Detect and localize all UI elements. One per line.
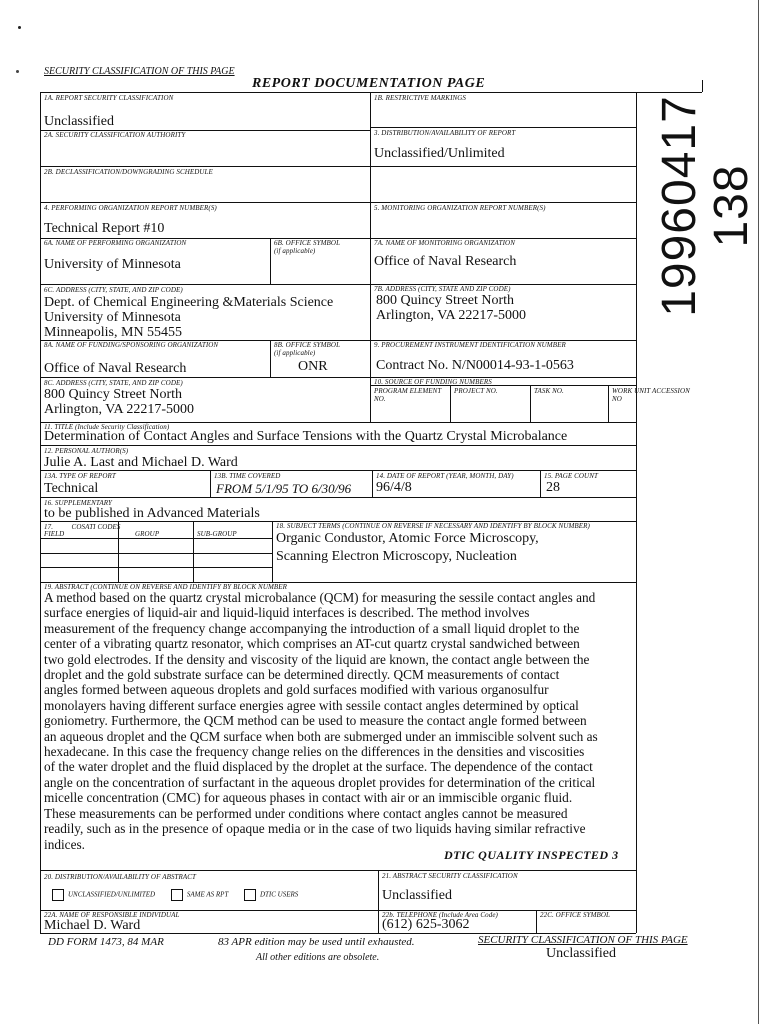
f15-value: 28 (546, 480, 560, 495)
f17-group: GROUP (135, 530, 160, 538)
f11-value: Determination of Contact Angles and Surface Tensions with the Quartz Crystal Microbalance (44, 429, 568, 444)
form-title: REPORT DOCUMENTATION PAGE (252, 76, 486, 91)
scan-edge (758, 0, 759, 1024)
f14-label: 14. DATE OF REPORT (YEAR, MONTH, DAY) (376, 472, 514, 480)
f19-label: 19. ABSTRACT (CONTINUE ON REVERSE AND IDENTIFY BY BLOCK NUMBER (44, 583, 288, 591)
abstract-line: surface energies of liquid-air and liquid-liquid interfaces is described. The method involves (44, 605, 530, 621)
f13b-label: 13B. TIME COVERED (214, 472, 281, 480)
f22b-label: 22b. TELEPHONE (Include Area Code) (382, 911, 498, 919)
f8c-line2: Arlington, VA 22217-5000 (44, 402, 194, 417)
f12-value: Julie A. Last and Michael D. Ward (44, 455, 238, 470)
abstract-line: readily, such as in the presence of opaque media or in the case of two liquids having similar refractive (44, 821, 586, 837)
footer-security-classification: SECURITY CLASSIFICATION OF THIS PAGE (478, 934, 688, 946)
f1a-value: Unclassified (44, 114, 114, 129)
f16-value: to be published in Advanced Materials (44, 506, 260, 521)
f18-line2: Scanning Electron Microscopy, Nucleation (276, 549, 517, 564)
abstract-line: center of a vibrating quartz resonator, which comprises an AT-cut quartz crystal sandwiched between (44, 636, 580, 652)
edition-note-2: All other editions are obsolete. (256, 952, 380, 963)
abstract-line: A method based on the quartz crystal microbalance (QCM) for measuring the sessile contact angles and (44, 590, 596, 605)
f6a-label: 6A. NAME OF PERFORMING ORGANIZATION (44, 239, 187, 247)
f7b-line1: 800 Quincy Street North (376, 293, 515, 308)
f6a-value: University of Minnesota (44, 257, 181, 272)
abstract-line: an aqueous droplet and the QCM surface when both are submerged under an immiscible solvent such as (44, 728, 598, 744)
abstract-line: measurement of the frequency change accompanying the introduction of a small liquid droplet to the (44, 620, 580, 636)
f3-label: 3. DISTRIBUTION/AVAILABILITY OF REPORT (374, 129, 516, 137)
abstract-line: droplet and the gold substrate surface can be determined directly. QCM measurements of contact (44, 667, 560, 683)
f6b-label: 6B. OFFICE SYMBOL (274, 239, 341, 247)
f7a-label: 7A. NAME OF MONITORING ORGANIZATION (374, 239, 515, 247)
f15-label: 15. PAGE COUNT (544, 472, 598, 480)
abstract-line: monolayers having different surface energies agree with sessile contact angles determined by optical (44, 697, 579, 713)
abstract-line: micelle concentration (CMC) for aqueous phases in contact with air or an immiscible organic fluid. (44, 790, 573, 806)
f17-label: 17. COSATI CODES (44, 523, 121, 531)
f18-line1: Organic Condustor, Atomic Force Microscopy, (276, 531, 539, 546)
f7b-line2: Arlington, VA 22217-5000 (376, 308, 526, 323)
f1b-label: 1B. RESTRICTIVE MARKINGS (374, 94, 467, 102)
abstract-line: indices. (44, 836, 85, 852)
abstract-line: two gold electrodes. If the density and viscosity of the liquid are known, the contact angle between the (44, 651, 590, 667)
dtic-quality-stamp: DTIC QUALITY INSPECTED 3 (444, 848, 619, 862)
f20-opt1: UNCLASSIFIED/UNLIMITED (68, 890, 156, 899)
security-classification-header: SECURITY CLASSIFICATION OF THIS PAGE (44, 66, 235, 77)
f8b-label: 8B. OFFICE SYMBOL (274, 341, 341, 349)
f9-value: Contract No. N/N00014-93-1-0563 (376, 358, 574, 373)
f22a-value: Michael D. Ward (44, 918, 141, 933)
f2a-label: 2A. SECURITY CLASSIFICATION AUTHORITY (44, 131, 186, 139)
scan-mark (18, 26, 21, 29)
f17-subgroup: SUB-GROUP (197, 530, 237, 538)
f6c-label: 6C. ADDRESS (CITY, STATE, AND ZIP CODE) (44, 286, 183, 294)
abstract-line: angle on the concentration of surfactant in the aqueous droplet provides for determination of the critical (44, 774, 596, 790)
f18-label: 18. SUBJECT TERMS (CONTINUE ON REVERSE IF NECESSARY AND IDENTIFY BY BLOCK NUMBER) (276, 522, 590, 530)
f8b-note: (if applicable) (274, 349, 316, 357)
f2b-label: 2B. DECLASSIFICATION/DOWNGRADING SCHEDULE (44, 168, 213, 176)
form-id: DD FORM 1473, 84 MAR (48, 936, 164, 948)
edition-note-1: 83 APR edition may be used until exhausted. (218, 936, 415, 948)
f7a-value: Office of Naval Research (374, 254, 517, 269)
f20-options (52, 889, 298, 901)
f7b-label: 7B. ADDRESS (CITY, STATE AND ZIP CODE) (374, 285, 511, 293)
f13b-value: FROM 5/1/95 TO 6/30/96 (216, 481, 352, 496)
f12-label: 12. PERSONAL AUTHOR(S) (44, 447, 129, 455)
f22a-label: 22A. NAME OF RESPONSIBLE INDIVIDUAL (44, 911, 180, 919)
f6c-line1: Dept. of Chemical Engineering &Materials Science (44, 295, 334, 310)
f10-work: WORK UNIT ACCESSION NO (612, 387, 690, 403)
f8c-line1: 800 Quincy Street North (44, 387, 183, 402)
f1a-label: 1A. REPORT SECURITY CLASSIFICATION (44, 94, 174, 102)
abstract-line: hexadecane. In this case the frequency change relies on the differences in the densities and viscosities (44, 744, 585, 760)
f8a-label: 8A. NAME OF FUNDING/SPONSORING ORGANIZATION (44, 341, 219, 349)
f13a-label: 13A. TYPE OF REPORT (44, 472, 116, 480)
dtic-users-checkbox[interactable] (244, 889, 256, 901)
f6c-line2: University of Minnesota (44, 310, 181, 325)
f8a-value: Office of Naval Research (44, 361, 187, 376)
f22b-value: (612) 625-3062 (382, 917, 470, 932)
f20-opt3: DTIC USERS (259, 890, 299, 899)
f10-label: 10. SOURCE OF FUNDING NUMBERS (374, 378, 492, 386)
f22c-label: 22C. OFFICE SYMBOL (540, 911, 611, 919)
accession-stamp: 19960417 138 (653, 95, 758, 317)
f21-label: 21. ABSTRACT SECURITY CLASSIFICATION (382, 872, 518, 880)
f8b-value: ONR (298, 359, 328, 374)
same-as-rpt-checkbox[interactable] (171, 889, 183, 901)
f6b-note: (if applicable) (274, 247, 316, 255)
abstract-line: angles formed between aqueous droplets and gold surfaces modified with various organosulfur (44, 682, 549, 698)
f10-program: PROGRAM ELEMENT NO. (374, 387, 442, 403)
f4-label: 4. PERFORMING ORGANIZATION REPORT NUMBER(S) (44, 204, 217, 212)
f17-field: FIELD (44, 530, 65, 538)
f4-value: Technical Report #10 (44, 221, 165, 236)
f10-project: PROJECT NO. (454, 387, 498, 395)
f11-label: 11. TITLE (Include Security Classification) (44, 423, 170, 431)
f16-label: 16. SUPPLEMENTARY (44, 499, 112, 507)
unclassified-unlimited-checkbox[interactable] (52, 889, 64, 901)
scan-mark (16, 70, 19, 73)
abstract-line: of the water droplet and the fluid displaced by the droplet at the surface. The dependence of the contact (44, 759, 593, 775)
abstract-text (44, 590, 634, 852)
abstract-line: These measurements can be performed under conditions where contact angles cannot be measured (44, 805, 568, 821)
f20-label: 20. DISTRIBUTION/AVAILABILITY OF ABSTRACT (44, 873, 197, 881)
f10-task: TASK NO. (534, 387, 564, 395)
f6c-line3: Minneapolis, MN 55455 (44, 325, 183, 340)
f13a-value: Technical (44, 481, 99, 496)
f5-label: 5. MONITORING ORGANIZATION REPORT NUMBER(S) (374, 204, 546, 212)
f3-value: Unclassified/Unlimited (374, 146, 505, 161)
f9-label: 9. PROCUREMENT INSTRUMENT IDENTIFICATION NUMBER (374, 341, 566, 349)
f20-opt2: SAME AS RPT (186, 890, 229, 899)
f14-value: 96/4/8 (376, 480, 412, 495)
f21-value: Unclassified (382, 888, 452, 903)
footer-classification-value: Unclassified (546, 946, 616, 961)
abstract-line: goniometry. Furthermore, the QCM method can be used to measure the contact angle formed between (44, 713, 587, 729)
f8c-label: 8C. ADDRESS (CITY, STATE, AND ZIP CODE) (44, 379, 183, 387)
